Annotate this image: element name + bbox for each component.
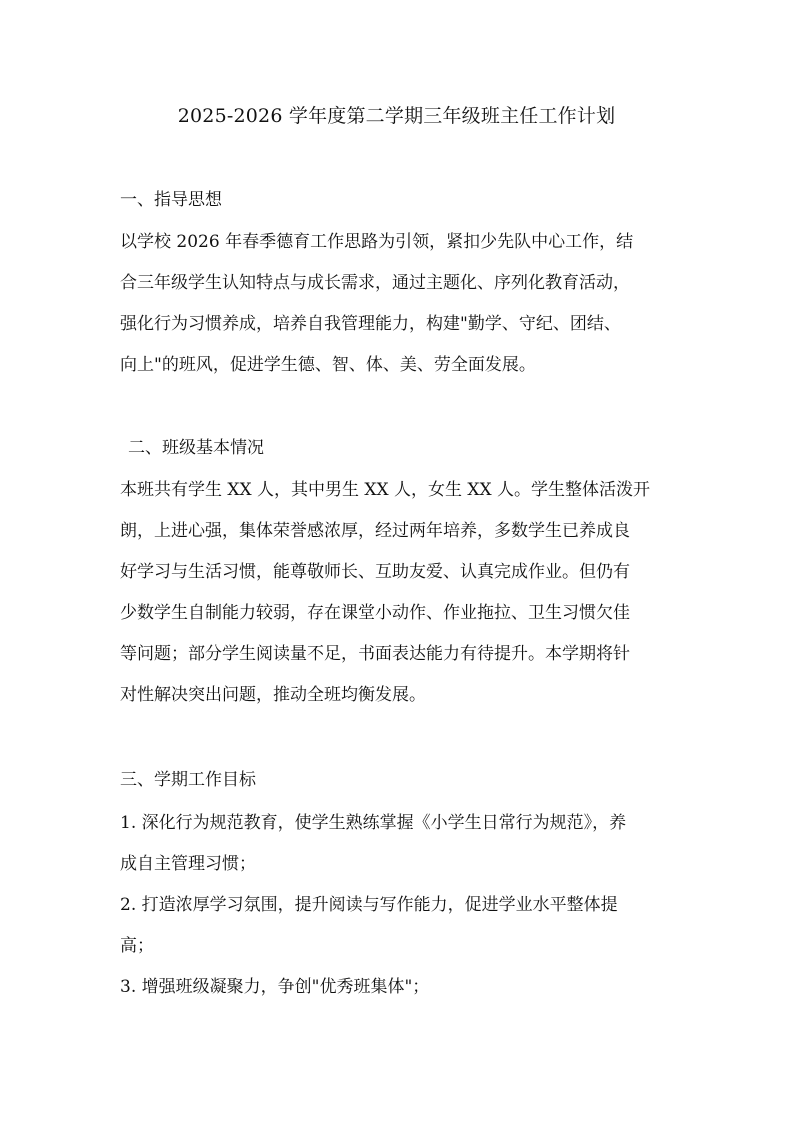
goal-line: 3. 增强班级凝聚力，争创"优秀班集体"； — [120, 977, 430, 997]
paragraph-line: 本班共有学生 XX 人，其中男生 XX 人，女生 XX 人。学生整体活泼开 — [120, 480, 651, 500]
section-heading-semester-goals: 三、学期工作目标 — [120, 770, 256, 790]
goal-line: 高； — [120, 936, 154, 956]
goal-line: 1. 深化行为规范教育，使学生熟练掌握《小学生日常行为规范》，养 — [120, 813, 627, 833]
paragraph-line: 好学习与生活习惯，能尊敬师长、互助友爱、认真完成作业。但仍有 — [120, 562, 630, 582]
document-title: 2025-2026 学年度第二学期三年级班主任工作计划 — [177, 105, 616, 127]
section-heading-class-situation: 二、班级基本情况 — [128, 438, 264, 458]
goal-line: 2. 打造浓厚学习氛围，提升阅读与写作能力，促进学业水平整体提 — [120, 895, 618, 915]
paragraph-line: 强化行为习惯养成，培养自我管理能力，构建"勤学、守纪、团结、 — [120, 314, 621, 334]
paragraph-line: 对性解决突出问题，推动全班均衡发展。 — [120, 685, 426, 705]
paragraph-line: 朗，上进心强，集体荣誉感浓厚，经过两年培养，多数学生已养成良 — [120, 521, 630, 541]
goal-line: 成自主管理习惯； — [120, 854, 256, 874]
paragraph-line: 向上"的班风，促进学生德、智、体、美、劳全面发展。 — [120, 355, 536, 375]
paragraph-line: 以学校 2026 年春季德育工作思路为引领，紧扣少先队中心工作，结 — [120, 232, 634, 252]
paragraph-line: 等问题；部分学生阅读量不足，书面表达能力有待提升。本学期将针 — [120, 644, 630, 664]
paragraph-line: 少数学生自制能力较弱，存在课堂小动作、作业拖拉、卫生习惯欠佳 — [120, 603, 630, 623]
section-heading-guiding-ideology: 一、指导思想 — [120, 190, 222, 210]
paragraph-line: 合三年级学生认知特点与成长需求，通过主题化、序列化教育活动， — [120, 273, 630, 293]
